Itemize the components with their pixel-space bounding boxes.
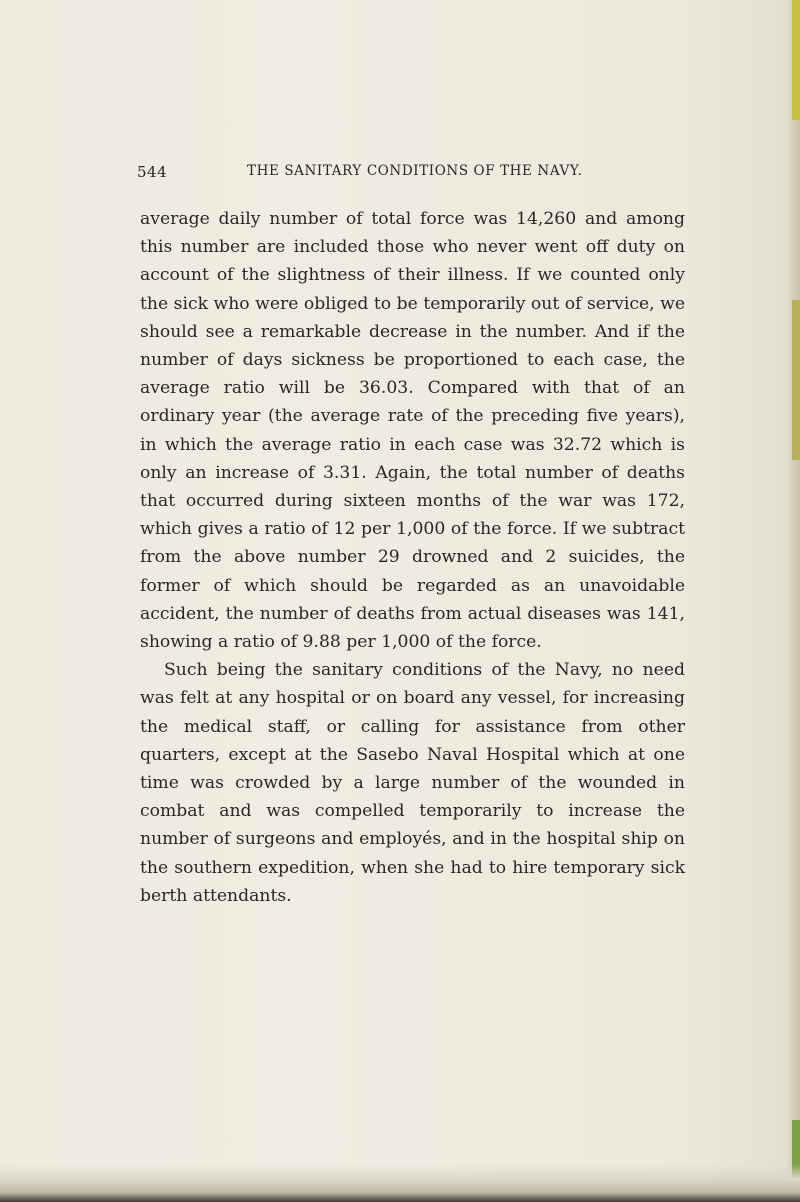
page-header — [137, 163, 682, 187]
page-edge-right — [786, 0, 800, 1202]
paragraph: Such being the sanitary conditions of the Navy, no need was felt at any hospital or on board any vessel, for increasing the medical staff, or calling for assistance from other quarters, except at the Sasebo Naval Hospital which at one time was crowded by a large number of the wounded in combat and was compelled temporarily to increase the number of surgeons and employés, and in the hospital ship on the southern expedition, when she had to hire temporary sick berth attendants. — [140, 660, 685, 906]
running-head: THE SANITARY CONDITIONS OF THE NAVY. — [247, 163, 583, 179]
paragraph: average daily number of total force was 14,260 and among this number are included those who never went off duty on account of the slightness of their illness. If we counted only the sick who were obliged to be temporarily out of service, we should see a remarkable decrease in the number. And if the number of days sickness be proportioned to each case, the average ratio will be 36.03. Compared with that of an ordinary year (the average rate of the preceding five years), in which the average ratio in each case was 32.72 which is only an increase of 3.31. Again, the total number of deaths that occurred during sixteen months of the war was 172, which gives a ratio of 12 per 1,000 of the force. If we subtract from the above number 29 drowned and 2 suicides, the former of which should be regarded as an unavoidable accident, the number of deaths from actual diseases was 141, showing a ratio of 9.88 per 1,000 of the force. — [140, 209, 685, 653]
page-edge-bottom — [0, 1164, 800, 1202]
edge-tab — [792, 300, 800, 460]
edge-tab — [792, 0, 800, 120]
body-text — [140, 205, 685, 910]
page-number: 544 — [137, 163, 168, 181]
